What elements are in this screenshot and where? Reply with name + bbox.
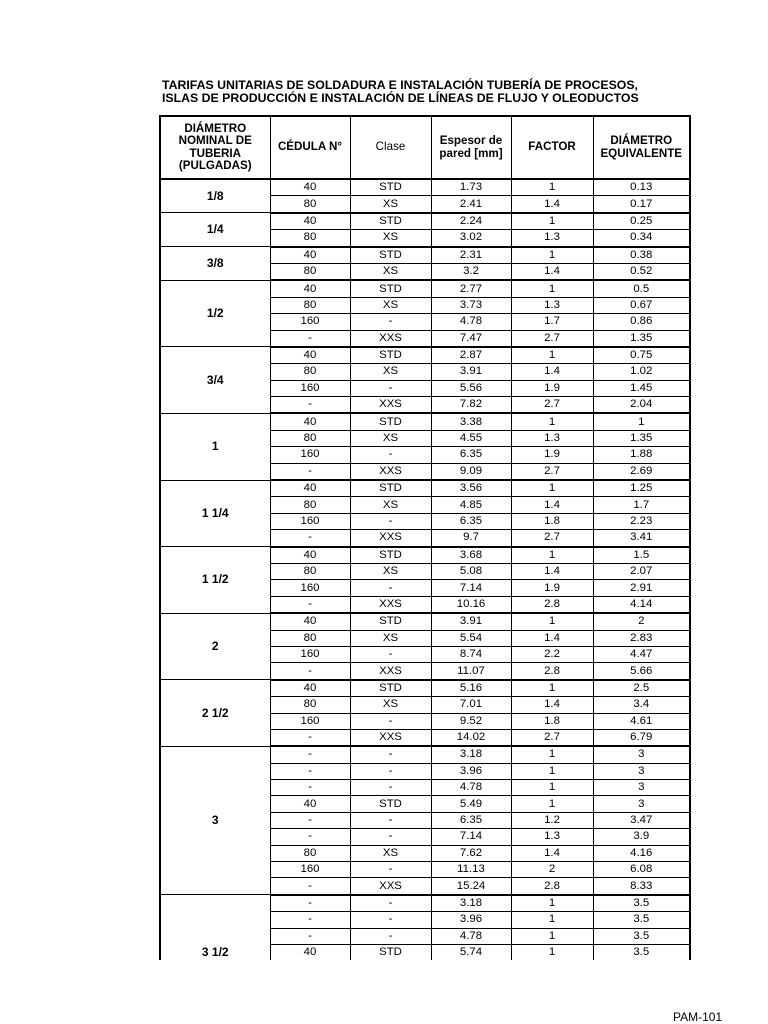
clase-cell: STD: [350, 547, 431, 564]
espesor-cell: 14.02: [431, 729, 511, 746]
espesor-cell: 6.35: [431, 513, 511, 529]
factor-cell: 1.4: [511, 263, 593, 280]
espesor-cell: 7.14: [431, 829, 511, 845]
espesor-cell: 10.16: [431, 596, 511, 613]
factor-cell: 2.2: [511, 646, 593, 662]
cedula-cell: 40: [270, 547, 350, 564]
cedula-cell: 160: [270, 862, 350, 878]
espesor-cell: 15.24: [431, 878, 511, 895]
clase-cell: -: [350, 812, 431, 828]
diametro-equivalente-cell: 0.17: [593, 196, 690, 213]
espesor-cell: 5.54: [431, 630, 511, 646]
diametro-equivalente-cell: 5.66: [593, 663, 690, 680]
factor-cell: 2.7: [511, 729, 593, 746]
espesor-cell: 6.35: [431, 812, 511, 828]
diametro-equivalente-cell: 1.7: [593, 497, 690, 513]
diametro-equivalente-cell: 4.16: [593, 845, 690, 861]
diameter-cell: 1/8: [160, 179, 270, 213]
clase-cell: XXS: [350, 663, 431, 680]
table-row: [160, 347, 690, 364]
diametro-equivalente-cell: 1.5: [593, 547, 690, 564]
diametro-equivalente-cell: 2.69: [593, 463, 690, 480]
clase-cell: XS: [350, 430, 431, 446]
diametro-equivalente-cell: 3.9: [593, 829, 690, 845]
clase-cell: -: [350, 829, 431, 845]
diametro-equivalente-cell: 2.23: [593, 513, 690, 529]
cedula-cell: -: [270, 746, 350, 763]
cedula-cell: 40: [270, 179, 350, 196]
factor-cell: 1: [511, 895, 593, 912]
clase-cell: -: [350, 862, 431, 878]
factor-cell: 1: [511, 763, 593, 779]
diametro-equivalente-cell: 4.14: [593, 596, 690, 613]
diameter-cell: 2 1/2: [160, 680, 270, 747]
espesor-cell: 5.08: [431, 563, 511, 579]
clase-cell: -: [350, 314, 431, 330]
espesor-cell: 2.87: [431, 347, 511, 364]
espesor-cell: 3.18: [431, 746, 511, 763]
factor-cell: 1: [511, 179, 593, 196]
table-row: [160, 680, 690, 697]
diametro-equivalente-cell: 8.33: [593, 878, 690, 895]
cedula-cell: 160: [270, 646, 350, 662]
clase-cell: XS: [350, 497, 431, 513]
espesor-cell: 3.38: [431, 413, 511, 430]
diametro-equivalente-cell: 3.5: [593, 928, 690, 944]
clase-cell: XXS: [350, 463, 431, 480]
espesor-cell: 2.41: [431, 196, 511, 213]
factor-cell: 1.2: [511, 812, 593, 828]
diametro-equivalente-cell: 1.35: [593, 330, 690, 347]
espesor-cell: 3.18: [431, 895, 511, 912]
diametro-equivalente-cell: 0.38: [593, 247, 690, 264]
factor-cell: 1.4: [511, 563, 593, 579]
header-clase: Clase: [350, 116, 431, 179]
diametro-equivalente-cell: 2: [593, 613, 690, 630]
espesor-cell: 3.91: [431, 364, 511, 380]
diametro-equivalente-cell: 3: [593, 746, 690, 763]
cedula-cell: 40: [270, 796, 350, 812]
diametro-equivalente-cell: 1.88: [593, 447, 690, 463]
cedula-cell: 80: [270, 497, 350, 513]
clase-cell: XS: [350, 297, 431, 313]
factor-cell: 1: [511, 213, 593, 230]
diameter-cell: 3/8: [160, 247, 270, 281]
clase-cell: XXS: [350, 878, 431, 895]
espesor-cell: 7.82: [431, 397, 511, 414]
cedula-cell: 40: [270, 944, 350, 960]
clase-cell: STD: [350, 247, 431, 264]
clase-cell: -: [350, 895, 431, 912]
table-row: [160, 746, 690, 763]
factor-cell: 1.9: [511, 380, 593, 396]
diametro-equivalente-cell: 1.25: [593, 480, 690, 497]
diameter-cell: 2: [160, 613, 270, 680]
table-row: [160, 213, 690, 230]
cedula-cell: -: [270, 596, 350, 613]
diametro-equivalente-cell: 2.83: [593, 630, 690, 646]
diametro-equivalente-cell: 4.61: [593, 713, 690, 729]
factor-cell: 1: [511, 613, 593, 630]
clase-cell: XXS: [350, 530, 431, 547]
diametro-equivalente-cell: 3.5: [593, 944, 690, 960]
espesor-cell: 2.24: [431, 213, 511, 230]
clase-cell: -: [350, 928, 431, 944]
diametro-equivalente-cell: 3: [593, 780, 690, 796]
cedula-cell: 160: [270, 447, 350, 463]
cedula-cell: -: [270, 763, 350, 779]
cedula-cell: 40: [270, 680, 350, 697]
cedula-cell: -: [270, 397, 350, 414]
diametro-equivalente-cell: 0.34: [593, 230, 690, 247]
diametro-equivalente-cell: 0.67: [593, 297, 690, 313]
espesor-cell: 3.73: [431, 297, 511, 313]
factor-cell: 1.4: [511, 630, 593, 646]
espesor-cell: 3.02: [431, 230, 511, 247]
factor-cell: 1: [511, 796, 593, 812]
clase-cell: XS: [350, 697, 431, 713]
espesor-cell: 3.96: [431, 763, 511, 779]
factor-cell: 1.4: [511, 845, 593, 861]
espesor-cell: 4.78: [431, 928, 511, 944]
clase-cell: STD: [350, 347, 431, 364]
table-row: [160, 480, 690, 497]
clase-cell: -: [350, 580, 431, 596]
factor-cell: 2: [511, 862, 593, 878]
clase-cell: XXS: [350, 397, 431, 414]
diametro-equivalente-cell: 3: [593, 796, 690, 812]
diametro-equivalente-cell: 2.07: [593, 563, 690, 579]
cedula-cell: -: [270, 729, 350, 746]
espesor-cell: 5.74: [431, 944, 511, 960]
factor-cell: 1: [511, 780, 593, 796]
espesor-cell: 7.14: [431, 580, 511, 596]
clase-cell: -: [350, 746, 431, 763]
espesor-cell: 1.73: [431, 179, 511, 196]
table-row: [160, 413, 690, 430]
espesor-cell: 7.47: [431, 330, 511, 347]
clase-cell: STD: [350, 613, 431, 630]
factor-cell: 1: [511, 944, 593, 960]
table-row: [160, 547, 690, 564]
table-row: [160, 179, 690, 196]
clase-cell: XS: [350, 230, 431, 247]
diameter-cell: 1: [160, 413, 270, 480]
cedula-cell: 160: [270, 713, 350, 729]
cedula-cell: 40: [270, 213, 350, 230]
cedula-cell: 160: [270, 580, 350, 596]
diametro-equivalente-cell: 1: [593, 413, 690, 430]
factor-cell: 1: [511, 680, 593, 697]
cedula-cell: -: [270, 330, 350, 347]
title-line-2: ISLAS DE PRODUCCIÓN E INSTALACIÓN DE LÍNEAS DE FLUJO Y OLEODUCTOS: [162, 91, 639, 105]
espesor-cell: 3.68: [431, 547, 511, 564]
espesor-cell: 3.96: [431, 912, 511, 928]
diametro-equivalente-cell: 1.35: [593, 430, 690, 446]
factor-cell: 1: [511, 746, 593, 763]
espesor-cell: 11.13: [431, 862, 511, 878]
factor-cell: 2.8: [511, 663, 593, 680]
espesor-cell: 4.78: [431, 780, 511, 796]
factor-cell: 1: [511, 347, 593, 364]
clase-cell: XS: [350, 845, 431, 861]
espesor-cell: 5.16: [431, 680, 511, 697]
factor-cell: 1.4: [511, 196, 593, 213]
factor-cell: 2.7: [511, 397, 593, 414]
table-row: [160, 613, 690, 630]
factor-cell: 1.7: [511, 314, 593, 330]
cedula-cell: 40: [270, 413, 350, 430]
header-factor: FACTOR: [511, 116, 593, 179]
espesor-cell: 2.77: [431, 280, 511, 297]
diameter-cell: 3/4: [160, 347, 270, 414]
diametro-equivalente-cell: 3.5: [593, 895, 690, 912]
diameter-cell: 3 1/2: [160, 895, 270, 961]
cedula-cell: 160: [270, 380, 350, 396]
diametro-equivalente-cell: 6.79: [593, 729, 690, 746]
clase-cell: XXS: [350, 596, 431, 613]
diameter-cell: 3: [160, 746, 270, 895]
espesor-cell: 7.01: [431, 697, 511, 713]
diametro-equivalente-cell: 0.25: [593, 213, 690, 230]
cedula-cell: 40: [270, 613, 350, 630]
factor-cell: 1.4: [511, 697, 593, 713]
cedula-cell: 80: [270, 230, 350, 247]
header-diametro-nominal: DIÁMETRO NOMINAL DE TUBERIA (PULGADAS): [160, 116, 270, 179]
factor-cell: 1: [511, 547, 593, 564]
espesor-cell: 6.35: [431, 447, 511, 463]
diametro-equivalente-cell: 0.13: [593, 179, 690, 196]
clase-cell: XS: [350, 263, 431, 280]
table-body: [160, 179, 690, 960]
clase-cell: XS: [350, 196, 431, 213]
factor-cell: 1.4: [511, 497, 593, 513]
clase-cell: STD: [350, 280, 431, 297]
clase-cell: XS: [350, 630, 431, 646]
cedula-cell: -: [270, 895, 350, 912]
clase-cell: XXS: [350, 330, 431, 347]
clase-cell: XS: [350, 563, 431, 579]
factor-cell: 1.3: [511, 430, 593, 446]
diametro-equivalente-cell: 6.08: [593, 862, 690, 878]
cedula-cell: 80: [270, 364, 350, 380]
diametro-equivalente-cell: 0.52: [593, 263, 690, 280]
factor-cell: 1: [511, 280, 593, 297]
cedula-cell: 80: [270, 630, 350, 646]
diametro-equivalente-cell: 0.86: [593, 314, 690, 330]
clase-cell: -: [350, 713, 431, 729]
diameter-cell: 1/4: [160, 213, 270, 247]
espesor-cell: 9.09: [431, 463, 511, 480]
espesor-cell: 5.56: [431, 380, 511, 396]
factor-cell: 1.8: [511, 513, 593, 529]
diametro-equivalente-cell: 2.91: [593, 580, 690, 596]
factor-cell: 2.7: [511, 530, 593, 547]
espesor-cell: 4.78: [431, 314, 511, 330]
table-row: [160, 280, 690, 297]
diameter-cell: 1 1/4: [160, 480, 270, 547]
cedula-cell: 40: [270, 247, 350, 264]
footer-code: PAM-101: [673, 1010, 723, 1024]
factor-cell: 2.8: [511, 596, 593, 613]
clase-cell: STD: [350, 680, 431, 697]
clase-cell: XS: [350, 364, 431, 380]
diametro-equivalente-cell: 2.5: [593, 680, 690, 697]
clase-cell: -: [350, 380, 431, 396]
diametro-equivalente-cell: 3.5: [593, 912, 690, 928]
clase-cell: STD: [350, 179, 431, 196]
diametro-equivalente-cell: 1.02: [593, 364, 690, 380]
factor-cell: 1.3: [511, 829, 593, 845]
cedula-cell: -: [270, 829, 350, 845]
cedula-cell: -: [270, 530, 350, 547]
factor-cell: 1.8: [511, 713, 593, 729]
cedula-cell: -: [270, 780, 350, 796]
document-title: [162, 79, 722, 105]
clase-cell: -: [350, 763, 431, 779]
header-cedula: CÉDULA N°: [270, 116, 350, 179]
clase-cell: STD: [350, 480, 431, 497]
diametro-equivalente-cell: 3.47: [593, 812, 690, 828]
clase-cell: -: [350, 447, 431, 463]
cedula-cell: 40: [270, 280, 350, 297]
diametro-equivalente-cell: 3: [593, 763, 690, 779]
cedula-cell: 40: [270, 480, 350, 497]
factor-cell: 2.8: [511, 878, 593, 895]
factor-cell: 1.3: [511, 230, 593, 247]
title-line-1: TARIFAS UNITARIAS DE SOLDADURA E INSTALACIÓN TUBERÍA DE PROCESOS,: [162, 78, 638, 92]
factor-cell: 1: [511, 928, 593, 944]
clase-cell: STD: [350, 944, 431, 960]
factor-cell: 1: [511, 247, 593, 264]
espesor-cell: 8.74: [431, 646, 511, 662]
espesor-cell: 3.91: [431, 613, 511, 630]
factor-cell: 1.9: [511, 447, 593, 463]
espesor-cell: 3.2: [431, 263, 511, 280]
cedula-cell: -: [270, 463, 350, 480]
cedula-cell: -: [270, 878, 350, 895]
clase-cell: STD: [350, 213, 431, 230]
factor-cell: 2.7: [511, 330, 593, 347]
cedula-cell: 160: [270, 513, 350, 529]
espesor-cell: 4.55: [431, 430, 511, 446]
diametro-equivalente-cell: 0.5: [593, 280, 690, 297]
cedula-cell: -: [270, 812, 350, 828]
diametro-equivalente-cell: 3.41: [593, 530, 690, 547]
cedula-cell: 80: [270, 697, 350, 713]
clase-cell: -: [350, 912, 431, 928]
cedula-cell: -: [270, 663, 350, 680]
pipe-rates-table: [159, 115, 691, 960]
factor-cell: 1.3: [511, 297, 593, 313]
diameter-cell: 1/2: [160, 280, 270, 347]
espesor-cell: 9.52: [431, 713, 511, 729]
diametro-equivalente-cell: 3.4: [593, 697, 690, 713]
diameter-cell: 1 1/2: [160, 547, 270, 614]
cedula-cell: 80: [270, 196, 350, 213]
cedula-cell: 80: [270, 430, 350, 446]
diametro-equivalente-cell: 2.04: [593, 397, 690, 414]
clase-cell: STD: [350, 413, 431, 430]
factor-cell: 1: [511, 912, 593, 928]
cedula-cell: 80: [270, 563, 350, 579]
diametro-equivalente-cell: 4.47: [593, 646, 690, 662]
cedula-cell: 80: [270, 297, 350, 313]
diametro-equivalente-cell: 1.45: [593, 380, 690, 396]
clase-cell: -: [350, 646, 431, 662]
espesor-cell: 11.07: [431, 663, 511, 680]
clase-cell: -: [350, 513, 431, 529]
table-row: [160, 895, 690, 912]
header-diametro-equivalente: DIÁMETRO EQUIVALENTE: [593, 116, 690, 179]
table-row: [160, 247, 690, 264]
clase-cell: XXS: [350, 729, 431, 746]
clase-cell: -: [350, 780, 431, 796]
espesor-cell: 2.31: [431, 247, 511, 264]
factor-cell: 1.4: [511, 364, 593, 380]
espesor-cell: 9.7: [431, 530, 511, 547]
cedula-cell: -: [270, 928, 350, 944]
header-espesor: Espesor de pared [mm]: [431, 116, 511, 179]
factor-cell: 1: [511, 413, 593, 430]
espesor-cell: 7.62: [431, 845, 511, 861]
factor-cell: 2.7: [511, 463, 593, 480]
cedula-cell: 80: [270, 845, 350, 861]
diametro-equivalente-cell: 0.75: [593, 347, 690, 364]
cedula-cell: 40: [270, 347, 350, 364]
espesor-cell: 5.49: [431, 796, 511, 812]
header-row: [160, 116, 690, 179]
cedula-cell: -: [270, 912, 350, 928]
espesor-cell: 3.56: [431, 480, 511, 497]
cedula-cell: 160: [270, 314, 350, 330]
clase-cell: STD: [350, 796, 431, 812]
cedula-cell: 80: [270, 263, 350, 280]
espesor-cell: 4.85: [431, 497, 511, 513]
factor-cell: 1.9: [511, 580, 593, 596]
factor-cell: 1: [511, 480, 593, 497]
